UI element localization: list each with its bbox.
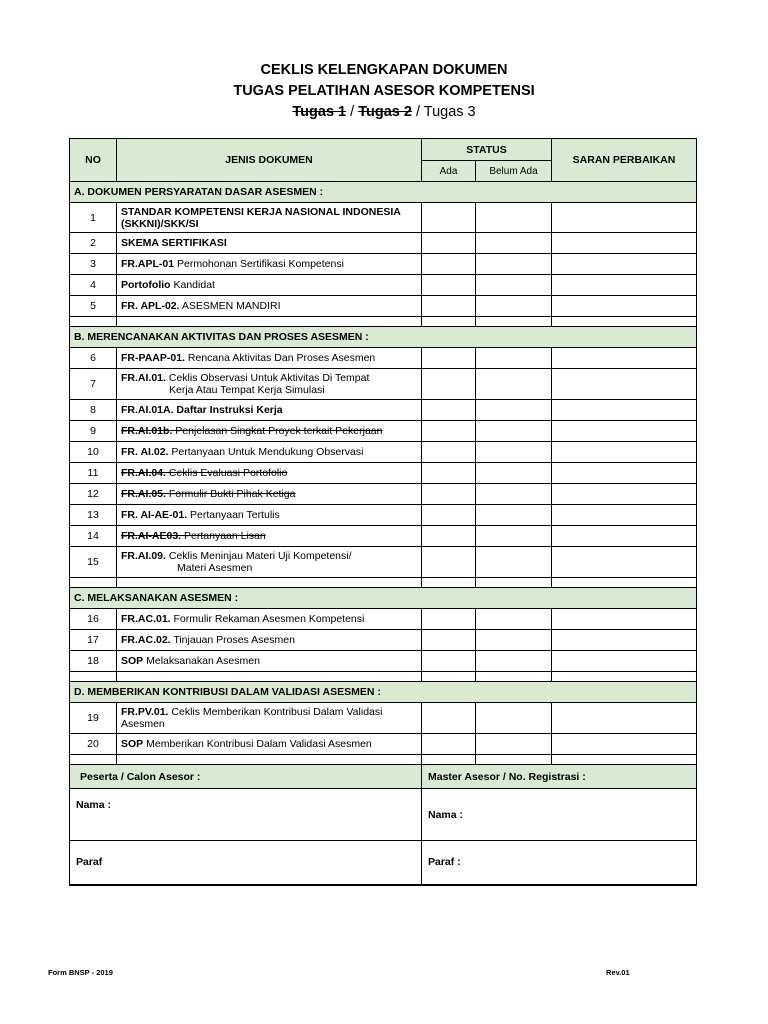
saran-cell[interactable] (552, 296, 697, 317)
ada-cell[interactable] (422, 254, 476, 275)
belum-ada-cell[interactable] (476, 630, 552, 651)
doc-name-struck: FR.AI.01b. Penjelasan Singkat Proyek terkait Pekerjaan (117, 421, 422, 442)
ada-cell[interactable] (422, 233, 476, 254)
ada-cell[interactable] (422, 505, 476, 526)
table-row (70, 442, 697, 463)
ada-cell[interactable] (422, 734, 476, 755)
belum-ada-cell[interactable] (476, 421, 552, 442)
task2-struck: Tugas 2 (358, 104, 412, 120)
doc-name: SOP Memberikan Kontribusi Dalam Validasi Asesmen (117, 734, 422, 755)
participant-name-field[interactable]: Nama : (70, 789, 422, 841)
ada-cell[interactable] (422, 203, 476, 233)
participant-paraf-field[interactable]: Paraf (70, 841, 422, 885)
row-number: 1 (70, 203, 117, 233)
ada-cell[interactable] (422, 526, 476, 547)
table-row (70, 296, 697, 317)
doc-name: FR.AC.02. Tinjauan Proses Asesmen (117, 630, 422, 651)
saran-cell[interactable] (552, 630, 697, 651)
row-number: 8 (70, 400, 117, 421)
saran-cell[interactable] (552, 400, 697, 421)
saran-cell[interactable] (552, 526, 697, 547)
row-number: 3 (70, 254, 117, 275)
doc-name: SOP Melaksanakan Asesmen (117, 651, 422, 672)
col-header-no: NO (70, 139, 117, 182)
col-header-ada: Ada (422, 161, 476, 182)
table-row (70, 275, 697, 296)
saran-cell[interactable] (552, 369, 697, 400)
row-number: 18 (70, 651, 117, 672)
row-number: 13 (70, 505, 117, 526)
table-row (70, 348, 697, 369)
ada-cell[interactable] (422, 703, 476, 734)
spacer-row (70, 578, 697, 588)
spacer-row (70, 672, 697, 682)
belum-ada-cell[interactable] (476, 400, 552, 421)
doc-title-line1: CEKLIS KELENGKAPAN DOKUMEN (260, 62, 508, 78)
row-number: 10 (70, 442, 117, 463)
table-row (70, 630, 697, 651)
ada-cell[interactable] (422, 421, 476, 442)
table-row (70, 233, 697, 254)
col-header-saran: SARAN PERBAIKAN (552, 139, 697, 182)
row-number: 14 (70, 526, 117, 547)
saran-cell[interactable] (552, 275, 697, 296)
task-separator: / (346, 104, 359, 120)
belum-ada-cell[interactable] (476, 651, 552, 672)
belum-ada-cell[interactable] (476, 203, 552, 233)
ada-cell[interactable] (422, 442, 476, 463)
belum-ada-cell[interactable] (476, 463, 552, 484)
task3: Tugas 3 (423, 104, 476, 120)
ada-cell[interactable] (422, 275, 476, 296)
belum-ada-cell[interactable] (476, 275, 552, 296)
row-number: 2 (70, 233, 117, 254)
col-header-belum: Belum Ada (476, 161, 552, 182)
doc-name: FR.AC.01. Formulir Rekaman Asesmen Kompetensi (117, 609, 422, 630)
doc-name-struck: FR.AI.04. Ceklis Evaluasi Portofolio (117, 463, 422, 484)
saran-cell[interactable] (552, 734, 697, 755)
task-separator: / (411, 104, 424, 120)
table-row (70, 484, 697, 505)
belum-ada-cell[interactable] (476, 296, 552, 317)
row-number: 11 (70, 463, 117, 484)
page-footer-form: Form BNSP - 2019 (48, 968, 113, 977)
saran-cell[interactable] (552, 505, 697, 526)
belum-ada-cell[interactable] (476, 484, 552, 505)
belum-ada-cell[interactable] (476, 233, 552, 254)
ada-cell[interactable] (422, 296, 476, 317)
table-row (70, 651, 697, 672)
page-footer-rev: Rev.01 (606, 968, 630, 977)
ada-cell[interactable] (422, 484, 476, 505)
row-number: 15 (70, 547, 117, 578)
table-row (70, 369, 697, 400)
saran-cell[interactable] (552, 348, 697, 369)
ada-cell[interactable] (422, 369, 476, 400)
table-row (70, 463, 697, 484)
master-asesor-paraf-field[interactable]: Paraf : (422, 841, 697, 885)
doc-name: FR.AI.09. Ceklis Meninjau Materi Uji Kompetensi/ Materi Asesmen (117, 547, 422, 578)
section-a-header: A. DOKUMEN PERSYARATAN DASAR ASESMEN : (70, 182, 697, 203)
row-number: 12 (70, 484, 117, 505)
row-number: 4 (70, 275, 117, 296)
master-asesor-name-field[interactable]: Nama : (422, 789, 697, 841)
doc-name-struck: FR.AI-AE03. Pertanyaan Lisan (117, 526, 422, 547)
doc-name: FR.APL-01 Permohonan Sertifikasi Kompetensi (117, 254, 422, 275)
saran-cell[interactable] (552, 703, 697, 734)
spacer-row (70, 755, 697, 765)
saran-cell[interactable] (552, 651, 697, 672)
doc-name: FR. APL-02. ASESMEN MANDIRI (117, 296, 422, 317)
saran-cell[interactable] (552, 233, 697, 254)
doc-name: FR.PV.01. Ceklis Memberikan Kontribusi Dalam Validasi Asesmen (117, 703, 422, 734)
ada-cell[interactable] (422, 609, 476, 630)
doc-name: Portofolio Kandidat (117, 275, 422, 296)
table-row (70, 254, 697, 275)
saran-cell[interactable] (552, 609, 697, 630)
table-row (70, 526, 697, 547)
table-row (70, 609, 697, 630)
saran-cell[interactable] (552, 547, 697, 578)
table-row (70, 734, 697, 755)
row-number: 19 (70, 703, 117, 734)
saran-cell[interactable] (552, 254, 697, 275)
saran-cell[interactable] (552, 421, 697, 442)
table-row (70, 203, 697, 233)
belum-ada-cell[interactable] (476, 505, 552, 526)
table-row (70, 703, 697, 734)
belum-ada-cell[interactable] (476, 442, 552, 463)
belum-ada-cell[interactable] (476, 526, 552, 547)
row-number: 6 (70, 348, 117, 369)
participant-header: Peserta / Calon Asesor : (70, 765, 422, 789)
doc-name: FR-PAAP-01. Rencana Aktivitas Dan Proses Asesmen (117, 348, 422, 369)
master-asesor-header: Master Asesor / No. Registrasi : (422, 765, 697, 789)
saran-cell[interactable] (552, 463, 697, 484)
checklist-table (69, 138, 697, 886)
row-number: 17 (70, 630, 117, 651)
table-row (70, 400, 697, 421)
belum-ada-cell[interactable] (476, 254, 552, 275)
doc-name: SKEMA SERTIFIKASI (117, 233, 422, 254)
saran-cell[interactable] (552, 203, 697, 233)
section-c-header: C. MELAKSANAKAN ASESMEN : (70, 588, 697, 609)
ada-cell[interactable] (422, 547, 476, 578)
ada-cell[interactable] (422, 400, 476, 421)
spacer-row (70, 317, 697, 327)
row-number: 16 (70, 609, 117, 630)
row-number: 9 (70, 421, 117, 442)
doc-name: FR.AI.01A. Daftar Instruksi Kerja (117, 400, 422, 421)
ada-cell[interactable] (422, 651, 476, 672)
table-row (70, 421, 697, 442)
row-number: 20 (70, 734, 117, 755)
doc-task-line (0, 104, 768, 120)
doc-name: FR.AI.01. Ceklis Observasi Untuk Aktivitas Di Tempat Kerja Atau Tempat Kerja Simulasi (117, 369, 422, 400)
section-d-header: D. MEMBERIKAN KONTRIBUSI DALAM VALIDASI ASESMEN : (70, 682, 697, 703)
belum-ada-cell[interactable] (476, 734, 552, 755)
table-row (70, 547, 697, 578)
belum-ada-cell[interactable] (476, 369, 552, 400)
doc-name: FR. AI-AE-01. Pertanyaan Tertulis (117, 505, 422, 526)
belum-ada-cell[interactable] (476, 609, 552, 630)
belum-ada-cell[interactable] (476, 547, 552, 578)
row-number: 5 (70, 296, 117, 317)
ada-cell[interactable] (422, 463, 476, 484)
section-b-header: B. MERENCANAKAN AKTIVITAS DAN PROSES ASESMEN : (70, 327, 697, 348)
belum-ada-cell[interactable] (476, 348, 552, 369)
task1-struck: Tugas 1 (292, 104, 347, 120)
doc-name: FR. AI.02. Pertanyaan Untuk Mendukung Observasi (117, 442, 422, 463)
col-header-status: STATUS (422, 139, 552, 161)
row-number: 7 (70, 369, 117, 400)
belum-ada-cell[interactable] (476, 703, 552, 734)
ada-cell[interactable] (422, 348, 476, 369)
saran-cell[interactable] (552, 442, 697, 463)
doc-name-struck: FR.AI.05. Formulir Bukti Pihak Ketiga (117, 484, 422, 505)
col-header-jenis: JENIS DOKUMEN (117, 139, 422, 182)
saran-cell[interactable] (552, 484, 697, 505)
doc-title-line2: TUGAS PELATIHAN ASESOR KOMPETENSI (233, 83, 535, 99)
doc-name: STANDAR KOMPETENSI KERJA NASIONAL INDONESIA (SKKNI)/SKK/SI (117, 203, 422, 233)
ada-cell[interactable] (422, 630, 476, 651)
table-row (70, 505, 697, 526)
